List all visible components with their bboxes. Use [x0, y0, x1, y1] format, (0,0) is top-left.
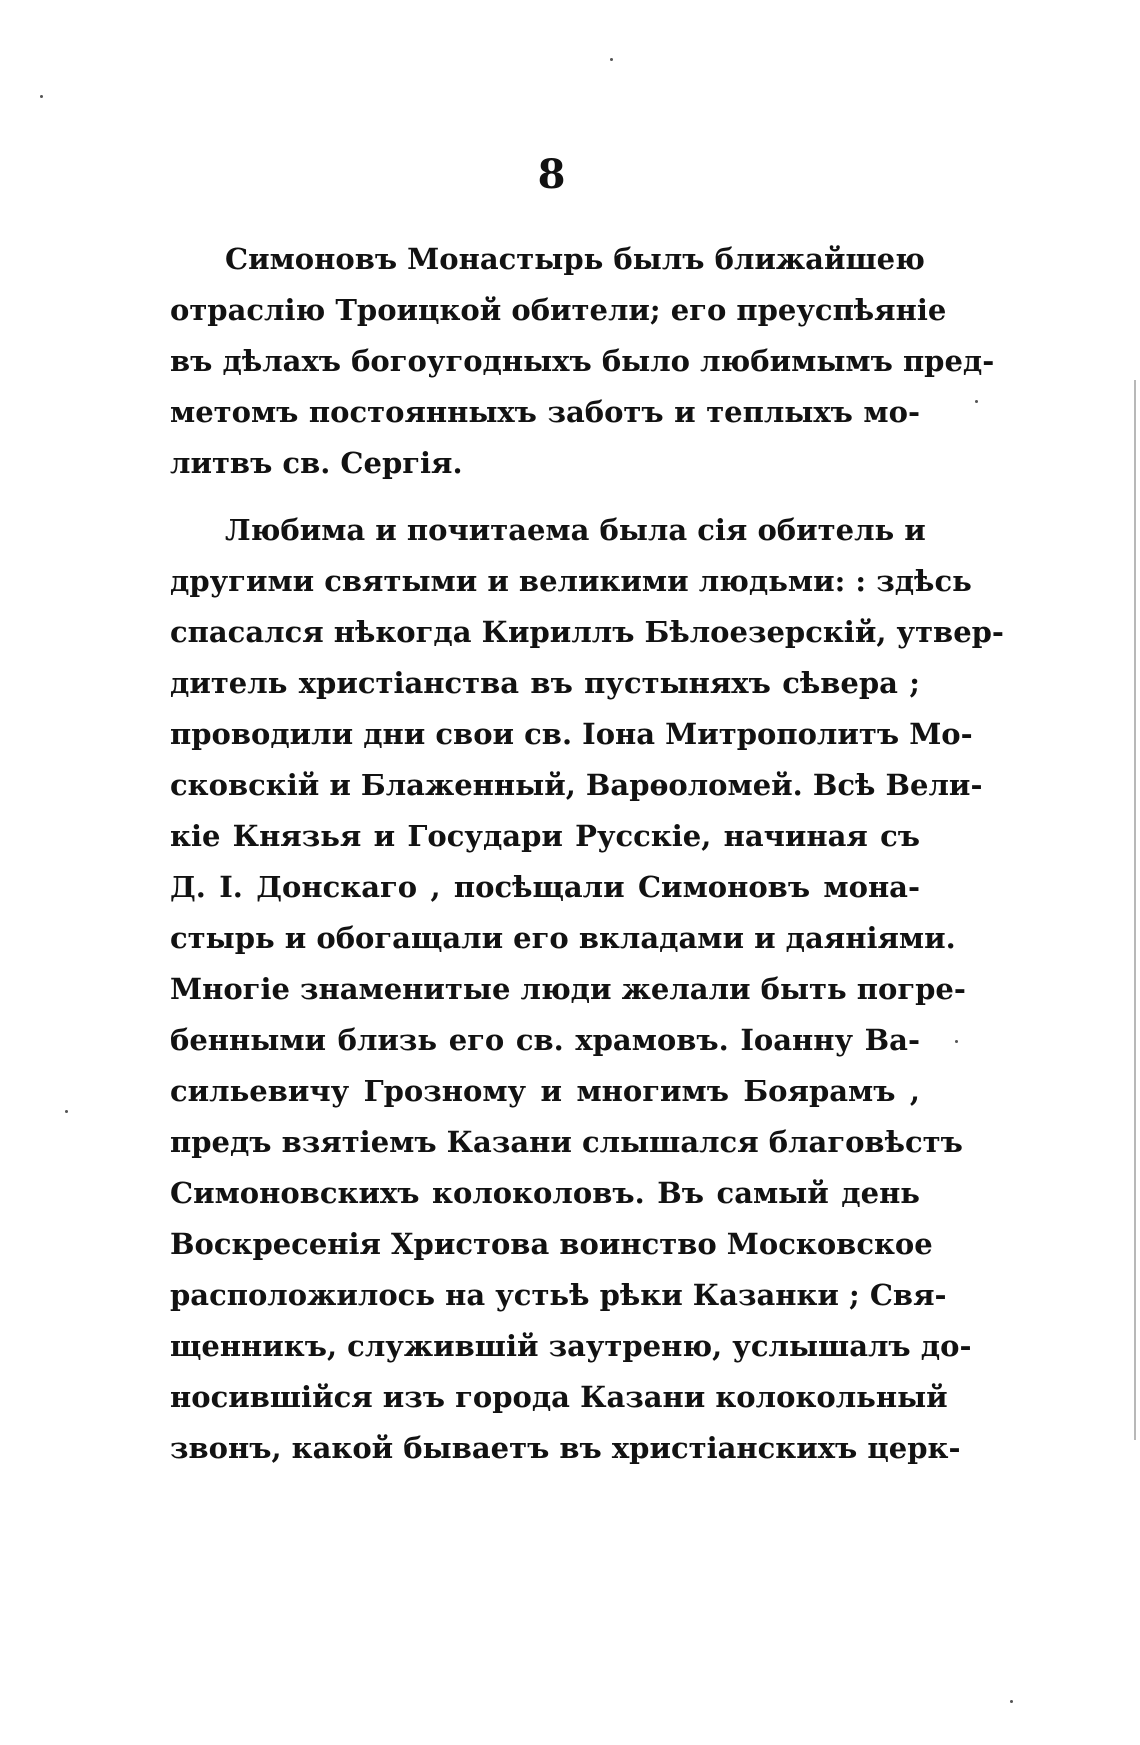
text-line: Многіе знаменитые люди желали быть погре- [170, 972, 966, 1006]
text-line: предъ взятіемъ Казани слышался благовѣстъ [170, 1125, 963, 1159]
page-edge-shadow [1134, 380, 1136, 1440]
text-line: расположилось на устьѣ рѣки Казанки ; Свя- [170, 1278, 947, 1312]
text-line: Любима и почитаема была сія обитель и [225, 513, 926, 547]
text-line: другими святыми и великими людьми: : здѣсь [170, 564, 972, 598]
text-line: бенными близь его св. храмовъ. Іоанну Ва- [170, 1023, 920, 1057]
text-line: Симоновъ Монастырь былъ ближайшею [225, 242, 925, 276]
text-line: щенникъ, служившій заутреню, услышалъ до- [170, 1329, 972, 1363]
text-line: носившійся изъ города Казани колокольный [170, 1380, 948, 1414]
scan-speck [65, 1110, 68, 1113]
text-line: спасался нѣкогда Кириллъ Бѣлоезерскій, утвер- [170, 615, 1004, 649]
paragraph-1 [170, 234, 995, 489]
text-line: кіе Князья и Государи Русскіе, начиная съ [170, 819, 920, 853]
text-line: сковскій и Блаженный, Варѳоломей. Всѣ Вели- [170, 768, 983, 802]
text-line: отраслію Троицкой обители; его преуспѣяніе [170, 293, 947, 327]
text-line: стырь и обогащали его вкладами и даяніями. [170, 921, 956, 955]
scan-speck [975, 400, 978, 403]
text-line: Воскресенія Христова воинство Московское [170, 1227, 933, 1261]
text-line: Д. І. Донскаго , посѣщали Симоновъ мона- [170, 870, 920, 904]
text-line: въ дѣлахъ богоугодныхъ было любимымъ пред- [170, 344, 995, 378]
paragraph-2 [170, 505, 1004, 1474]
text-line: литвъ св. Сергія. [170, 446, 463, 480]
text-line: дитель христіанства въ пустыняхъ сѣвера ; [170, 666, 920, 700]
text-line: сильевичу Грозному и многимъ Боярамъ , [170, 1074, 920, 1108]
paragraph-gap [170, 489, 920, 505]
scan-speck [40, 95, 43, 98]
text-line: метомъ постоянныхъ заботъ и теплыхъ мо- [170, 395, 920, 429]
text-line: звонъ, какой бываетъ въ христіанскихъ церк- [170, 1431, 961, 1465]
page-number: 8 [537, 151, 566, 198]
scan-speck [610, 58, 613, 61]
text-line: проводили дни свои св. Іона Митрополитъ Мо- [170, 717, 973, 751]
scan-speck [1010, 1700, 1013, 1703]
text-line: Симоновскихъ колоколовъ. Въ самый день [170, 1176, 920, 1210]
body-text [170, 234, 1004, 1474]
scan-speck [955, 1040, 958, 1043]
